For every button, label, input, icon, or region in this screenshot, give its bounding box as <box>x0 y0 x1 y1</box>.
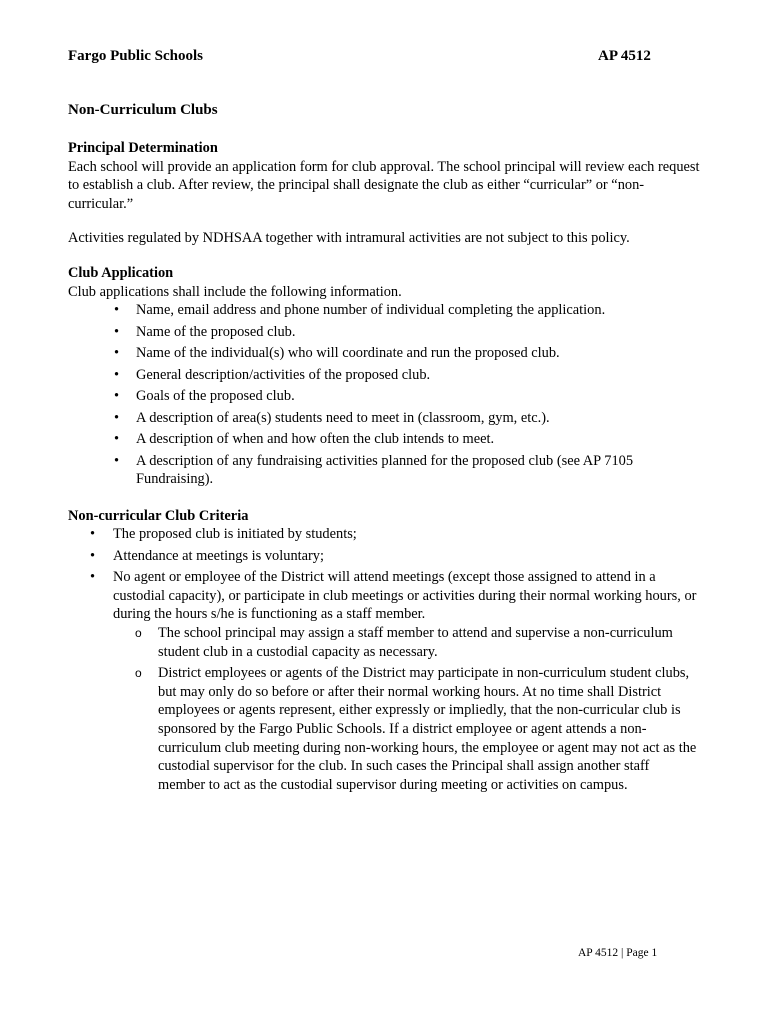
list-item-text: Name of the individual(s) who will coordinate and run the proposed club. <box>136 345 560 362</box>
list-item <box>68 409 700 428</box>
club-application-heading: Club Application <box>68 264 174 281</box>
sub-list-item-text: The school principal may assign a staff member to attend and supervise a non-curriculum student club in a custodial capacity as necessary. <box>158 625 673 660</box>
bullet-icon: • <box>114 302 120 319</box>
sub-list-item <box>113 624 700 661</box>
criteria-sub-list-container <box>68 624 700 794</box>
sub-bullet-icon: o <box>135 666 142 681</box>
list-item-text: Attendance at meetings is voluntary; <box>113 547 325 564</box>
criteria-sub-list <box>113 624 700 794</box>
bullet-icon: • <box>114 323 120 340</box>
sub-list-item-text: District employees or agents of the District may participate in non-curriculum student clubs, but may only do so before or after their normal working hours. At no time shall District employees or agents represent, either expressly or impliedly, that the non-curricular club is sponsored by the Fargo Public Schools. If a district employee or agent attends a non-curriculum club meeting during non-working hours, the employee or agent may not act as the custodial supervisor for the club. In such cases the Principal shall assign another staff member to act as the custodial supervisor during meeting or activities on campus. <box>158 665 697 793</box>
principal-determination-section <box>68 139 700 248</box>
document-body <box>68 101 700 797</box>
footer-separator: | <box>621 947 624 959</box>
bullet-icon: • <box>90 526 96 543</box>
criteria-list <box>68 525 700 624</box>
list-item-text: General description/activities of the proposed club. <box>136 366 431 383</box>
document-header <box>68 47 658 67</box>
list-item <box>68 387 700 406</box>
list-item <box>68 323 700 342</box>
footer-page-number: Page 1 <box>626 947 658 959</box>
list-item-text: Name of the proposed club. <box>136 323 296 340</box>
list-item <box>68 430 700 449</box>
sub-bullet-icon: o <box>135 626 142 641</box>
bullet-icon: • <box>90 569 96 586</box>
list-item-text: Goals of the proposed club. <box>136 388 295 405</box>
list-item <box>68 452 700 489</box>
bullet-icon: • <box>114 366 120 383</box>
list-item <box>68 366 700 385</box>
principal-determination-heading: Principal Determination <box>68 140 218 156</box>
list-item <box>68 547 700 566</box>
club-application-list <box>68 301 700 489</box>
principal-determination-body: Each school will provide an application form for club approval. The school principal will review each request to establish a club. After review, the principal shall designate the club as either “curricular” or “non-curricular.” <box>68 158 700 212</box>
document-title: Non-Curriculum Clubs <box>68 102 218 118</box>
sub-list-item <box>113 664 700 794</box>
bullet-icon: • <box>114 452 120 469</box>
criteria-section <box>68 507 700 795</box>
list-item <box>68 568 700 624</box>
list-item <box>68 344 700 363</box>
club-application-section <box>68 264 700 489</box>
list-item-text: No agent or employee of the District will attend meetings (except those assigned to attend in a custodial capacity), or participate in club meetings or activities during their normal working hours, or during the hours s/he is functioning as a staff member. <box>113 569 697 623</box>
bullet-icon: • <box>114 388 120 405</box>
list-item-text: A description of when and how often the club intends to meet. <box>136 431 495 448</box>
ndhsaa-note: Activities regulated by NDHSAA together with intramural activities are not subject to this policy. <box>68 230 630 247</box>
footer-code: AP 4512 <box>578 947 619 959</box>
bullet-icon: • <box>90 547 96 564</box>
list-item-text: Name, email address and phone number of individual completing the application. <box>136 302 606 319</box>
list-item <box>68 301 700 320</box>
list-item <box>68 525 700 544</box>
document-code: AP 4512 <box>598 48 651 64</box>
list-item-text: A description of any fundraising activities planned for the proposed club (see AP 7105 Fundraising). <box>136 452 634 488</box>
bullet-icon: • <box>114 345 120 362</box>
list-item-text: A description of area(s) students need to meet in (classroom, gym, etc.). <box>136 409 550 426</box>
bullet-icon: • <box>114 431 120 448</box>
page-footer <box>578 945 657 961</box>
club-application-intro: Club applications shall include the following information. <box>68 283 402 300</box>
list-item-text: The proposed club is initiated by students; <box>113 526 357 543</box>
bullet-icon: • <box>114 409 120 426</box>
organization-name: Fargo Public Schools <box>68 48 204 64</box>
criteria-heading: Non-curricular Club Criteria <box>68 507 249 524</box>
